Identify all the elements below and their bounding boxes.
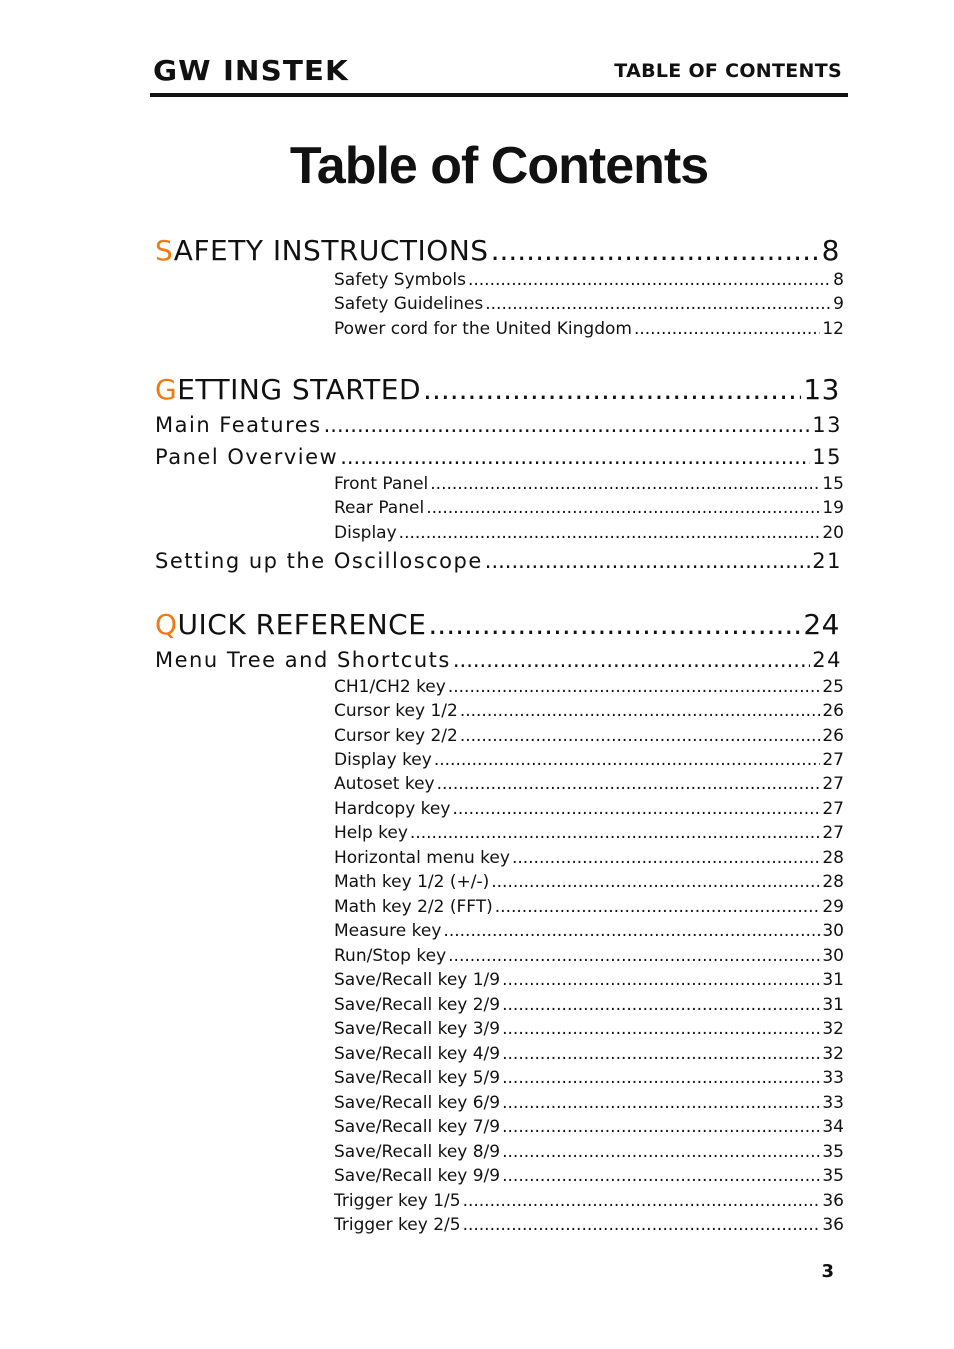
toc-entry-chapter[interactable]: [155, 608, 840, 641]
toc-entry-label: Save/Recall key 3/9: [334, 1019, 501, 1039]
dot-leader: [502, 1166, 820, 1186]
toc-entry-sub[interactable]: [334, 523, 844, 543]
toc-entry-page: 27: [822, 750, 844, 770]
toc-entry-label: Panel Overview: [155, 445, 339, 469]
toc-entry-label: Save/Recall key 4/9: [334, 1044, 501, 1064]
toc-entry-page: 27: [822, 799, 844, 819]
toc-entry-page: 26: [822, 726, 844, 746]
toc-entry-page: 8: [821, 234, 840, 267]
toc-entry-sub[interactable]: [334, 1019, 844, 1039]
toc-entry-label: Main Features: [155, 413, 322, 437]
toc-entry-page: 35: [822, 1142, 844, 1162]
toc-entry-page: 34: [822, 1117, 844, 1137]
toc-entry-page: 30: [822, 921, 844, 941]
toc-entry-page: 28: [822, 848, 844, 868]
toc-entry-label: Run/Stop key: [334, 946, 447, 966]
dot-leader: [448, 946, 820, 966]
dot-leader: [502, 970, 820, 990]
toc-entry-sub[interactable]: [334, 750, 844, 770]
chapter-title-rest: ETTING STARTED: [177, 373, 422, 406]
toc-entry-sub[interactable]: [334, 270, 844, 290]
chapter-title-rest: AFETY INSTRUCTIONS: [173, 234, 489, 267]
dot-leader: [430, 474, 820, 494]
toc-entry-page: 15: [812, 445, 842, 469]
chapter-initial: G: [155, 373, 178, 406]
toc-entry-label: Save/Recall key 2/9: [334, 995, 501, 1015]
toc-entry-label: Trigger key 1/5: [334, 1191, 461, 1211]
dot-leader: [452, 799, 820, 819]
toc-entry-page: 26: [822, 701, 844, 721]
toc-entry-label: Front Panel: [334, 474, 429, 494]
dot-leader: [324, 413, 811, 437]
dot-leader: [634, 319, 820, 339]
toc-entry-sub[interactable]: [334, 1142, 844, 1162]
toc-entry-label: CH1/CH2 key: [334, 677, 446, 697]
dot-leader: [502, 1142, 820, 1162]
dot-leader: [512, 848, 820, 868]
toc-entry-sub[interactable]: [334, 872, 844, 892]
chapter-title: [155, 373, 421, 406]
toc-entry-page: 12: [822, 319, 844, 339]
dot-leader: [443, 921, 820, 941]
toc-entry-page: 27: [822, 774, 844, 794]
toc-entry-label: Help key: [334, 823, 408, 843]
toc-entry-page: 27: [822, 823, 844, 843]
toc-entry-label: Safety Symbols: [334, 270, 466, 290]
toc-entry-label: Hardcopy key: [334, 799, 451, 819]
toc-entry-page: 24: [812, 648, 842, 672]
dot-leader: [448, 677, 821, 697]
toc-entry-sub[interactable]: [334, 995, 844, 1015]
toc-entry-page: 19: [822, 498, 844, 518]
toc-entry-sub[interactable]: [334, 774, 844, 794]
toc-entry-page: 31: [822, 995, 844, 1015]
dot-leader: [460, 701, 821, 721]
toc-entry-sub[interactable]: [334, 897, 844, 917]
dot-leader: [434, 750, 821, 770]
dot-leader: [410, 823, 820, 843]
toc-entry-page: 33: [822, 1068, 844, 1088]
chapter-title: [155, 234, 489, 267]
toc-entry-page: 32: [822, 1019, 844, 1039]
toc-entry-sub[interactable]: [334, 1215, 844, 1235]
toc-entry-label: Horizontal menu key: [334, 848, 510, 868]
toc-entry-sub[interactable]: [334, 1117, 844, 1137]
dot-leader: [428, 608, 801, 641]
toc-entry-section[interactable]: [155, 445, 842, 469]
dot-leader: [437, 774, 821, 794]
dot-leader: [502, 1068, 820, 1088]
toc-entry-page: 9: [833, 294, 844, 314]
toc-entry-page: 35: [822, 1166, 844, 1186]
toc-entry-label: Save/Recall key 9/9: [334, 1166, 501, 1186]
toc-entry-label: Display: [334, 523, 397, 543]
toc-entry-chapter[interactable]: [155, 373, 840, 406]
toc-entry-label: Save/Recall key 1/9: [334, 970, 501, 990]
dot-leader: [502, 1093, 820, 1113]
dot-leader: [460, 726, 821, 746]
toc-entry-label: Save/Recall key 5/9: [334, 1068, 501, 1088]
toc-entry-sub[interactable]: [334, 946, 844, 966]
toc-entry-page: 31: [822, 970, 844, 990]
chapter-initial: Q: [155, 608, 178, 641]
dot-leader: [491, 872, 820, 892]
toc-entry-page: 33: [822, 1093, 844, 1113]
dot-leader: [463, 1191, 821, 1211]
dot-leader: [502, 1019, 820, 1039]
toc-entry-page: 13: [812, 413, 842, 437]
toc-entry-label: Cursor key 2/2: [334, 726, 458, 746]
toc-entry-label: Trigger key 2/5: [334, 1215, 461, 1235]
toc-entry-page: 32: [822, 1044, 844, 1064]
toc-entry-sub[interactable]: [334, 1093, 844, 1113]
dot-leader: [463, 1215, 821, 1235]
toc-entry-page: 21: [812, 549, 842, 573]
chapter-title: [155, 608, 426, 641]
toc-entry-sub[interactable]: [334, 726, 844, 746]
dot-leader: [453, 648, 810, 672]
toc-entry-sub[interactable]: [334, 474, 844, 494]
toc-entry-sub[interactable]: [334, 319, 844, 339]
toc-entry-sub[interactable]: [334, 1068, 844, 1088]
dot-leader: [502, 1117, 820, 1137]
gw-instek-logo: GW INSTEK: [153, 54, 349, 87]
toc-entry-label: Rear Panel: [334, 498, 425, 518]
toc-entry-label: Math key 1/2 (+/-): [334, 872, 490, 892]
dot-leader: [502, 995, 820, 1015]
toc-entry-page: 36: [822, 1191, 844, 1211]
toc-entry-sub[interactable]: [334, 1044, 844, 1064]
toc-entry-label: Save/Recall key 8/9: [334, 1142, 501, 1162]
dot-leader: [491, 234, 820, 267]
toc-entry-page: 20: [822, 523, 844, 543]
toc-entry-section[interactable]: [155, 413, 842, 437]
dot-leader: [399, 523, 821, 543]
toc-entry-label: Save/Recall key 7/9: [334, 1117, 501, 1137]
toc-entry-sub[interactable]: [334, 1166, 844, 1186]
dot-leader: [426, 498, 820, 518]
toc-entry-sub[interactable]: [334, 799, 844, 819]
toc-entry-page: 15: [822, 474, 844, 494]
toc-entry-sub[interactable]: [334, 498, 844, 518]
toc-entry-label: Safety Guidelines: [334, 294, 484, 314]
page-title: Table of Contents: [289, 137, 709, 195]
toc-entry-label: Cursor key 1/2: [334, 701, 458, 721]
toc-entry-label: Math key 2/2 (FFT): [334, 897, 493, 917]
dot-leader: [495, 897, 821, 917]
toc-entry-section[interactable]: [155, 549, 842, 573]
dot-leader: [468, 270, 831, 290]
toc-entry-page: 30: [822, 946, 844, 966]
toc-entry-label: Measure key: [334, 921, 442, 941]
toc-entry-label: Menu Tree and Shortcuts: [155, 648, 451, 672]
toc-entry-sub[interactable]: [334, 970, 844, 990]
toc-entry-page: 28: [822, 872, 844, 892]
toc-entry-sub[interactable]: [334, 677, 844, 697]
toc-entry-sub[interactable]: [334, 848, 844, 868]
toc-entry-label: Display key: [334, 750, 432, 770]
dot-leader: [502, 1044, 820, 1064]
header-section-title: TABLE OF CONTENTS: [614, 60, 842, 82]
toc-entry-sub[interactable]: [334, 823, 844, 843]
toc-entry-sub[interactable]: [334, 294, 844, 314]
toc-entry-sub[interactable]: [334, 921, 844, 941]
dot-leader: [423, 373, 801, 406]
toc-entry-label: Power cord for the United Kingdom: [334, 319, 632, 339]
dot-leader: [485, 294, 831, 314]
toc-entry-section[interactable]: [155, 648, 842, 672]
toc-entry-label: Save/Recall key 6/9: [334, 1093, 501, 1113]
dot-leader: [485, 549, 810, 573]
toc-entry-page: 36: [822, 1215, 844, 1235]
page-number: 3: [821, 1261, 834, 1282]
chapter-title-rest: UICK REFERENCE: [177, 608, 427, 641]
toc-entry-page: 13: [803, 373, 840, 406]
chapter-initial: S: [155, 234, 174, 267]
toc-entry-chapter[interactable]: [155, 234, 840, 267]
toc-entry-sub[interactable]: [334, 1191, 844, 1211]
dot-leader: [340, 445, 810, 469]
toc-entry-page: 29: [822, 897, 844, 917]
toc-entry-label: Autoset key: [334, 774, 435, 794]
toc-entry-label: Setting up the Oscilloscope: [155, 549, 483, 573]
toc-entry-page: 8: [833, 270, 844, 290]
toc-entry-page: 25: [822, 677, 844, 697]
toc-entry-sub[interactable]: [334, 701, 844, 721]
toc-entry-page: 24: [803, 608, 840, 641]
